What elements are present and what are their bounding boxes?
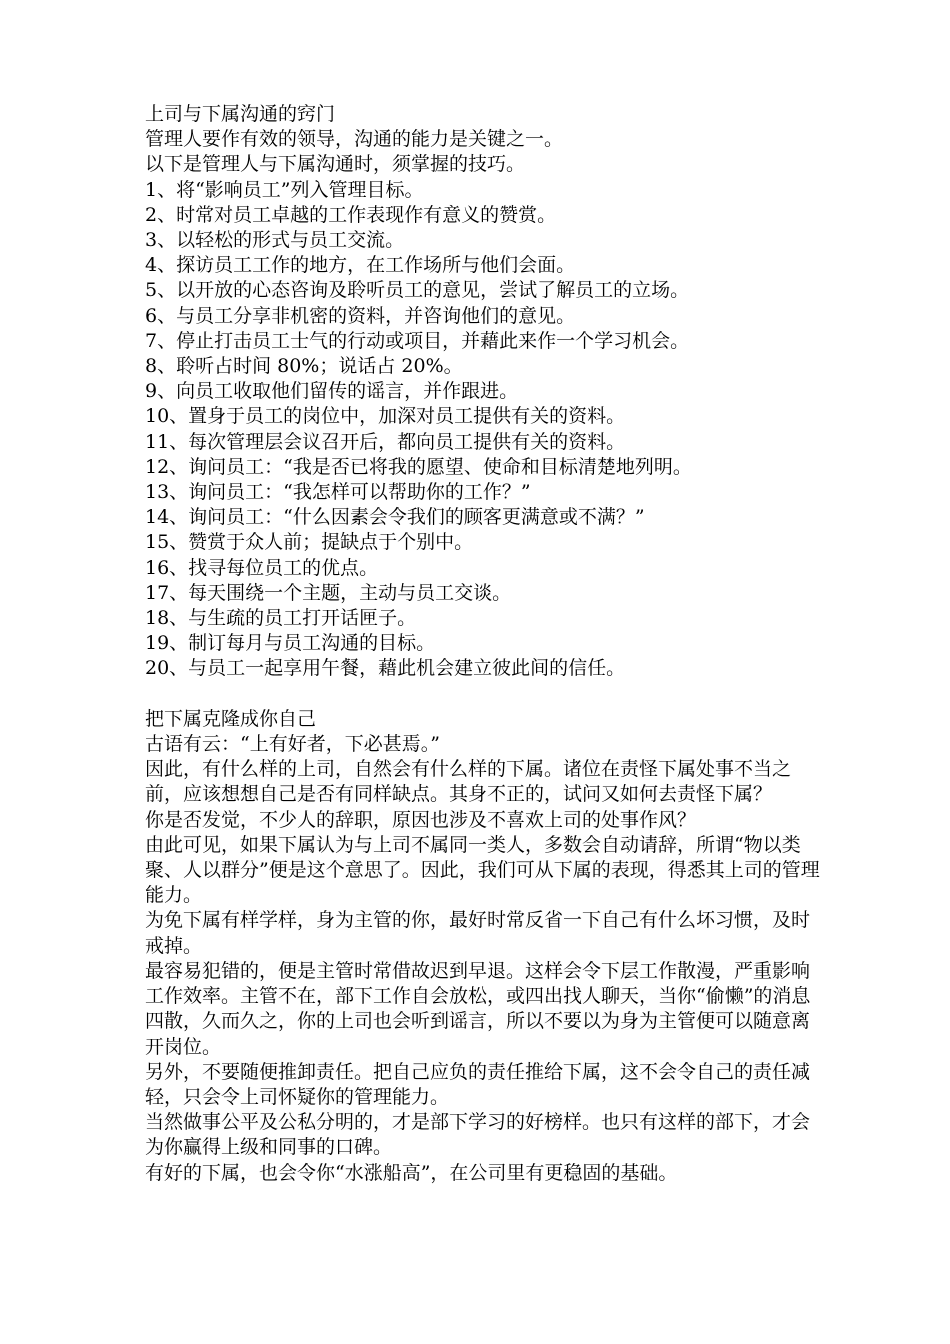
body-paragraph: 你是否发觉，不少人的辞职，原因也涉及不喜欢上司的处事作风？ xyxy=(145,808,697,831)
intro-paragraph: 管理人要作有效的领导，沟通的能力是关键之一。 xyxy=(145,128,564,151)
list-item: 8、聆听占时间 80%；说话占 20%。 xyxy=(145,355,463,378)
section-title-clone: 把下属克隆成你自己 xyxy=(145,707,317,730)
tips-list xyxy=(145,178,827,682)
body-paragraph: 因此，有什么样的上司，自然会有什么样的下属。诸位在责怪下属处事不当之前，应该想想自己是否有同样缺点。其身不正的，试问又如何去责怪下属？ xyxy=(145,758,792,806)
document-page xyxy=(145,102,827,1186)
list-item: 3、以轻松的形式与员工交流。 xyxy=(145,229,405,252)
intro-paragraph: 以下是管理人与下属沟通时，须掌握的技巧。 xyxy=(145,153,526,176)
list-item: 13、询问员工：“我怎样可以帮助你的工作？” xyxy=(145,481,531,504)
list-item: 17、每天围绕一个主题，主动与员工交谈。 xyxy=(145,581,512,604)
list-item: 1、将“影响员工”列入管理目标。 xyxy=(145,178,424,201)
list-item: 4、探访员工工作的地方，在工作场所与他们会面。 xyxy=(145,254,576,277)
list-item: 9、向员工收取他们留传的谣言，并作跟进。 xyxy=(145,380,519,403)
body-paragraph: 古语有云：“上有好者，下必甚焉。” xyxy=(145,733,440,756)
list-item: 12、询问员工：“我是否已将我的愿望、使命和目标清楚地列明。 xyxy=(145,455,692,478)
list-item: 6、与员工分享非机密的资料，并咨询他们的意见。 xyxy=(145,304,576,327)
body-paragraph: 为免下属有样学样，身为主管的你，最好时常反省一下自己有什么坏习惯，及时戒掉。 xyxy=(145,909,811,957)
list-item: 15、赞赏于众人前；提缺点于个别中。 xyxy=(145,531,474,554)
body-paragraph: 另外，不要随便推卸责任。把自己应负的责任推给下属，这不会令自己的责任减轻，只会令上司怀疑你的管理能力。 xyxy=(145,1060,811,1108)
list-item: 10、置身于员工的岗位中，加深对员工提供有关的资料。 xyxy=(145,405,626,428)
list-item: 18、与生疏的员工打开话匣子。 xyxy=(145,607,417,630)
body-paragraph: 最容易犯错的，便是主管时常借故迟到早退。这样会令下层工作散漫，严重影响工作效率。主管不在，部下工作自会放松，或四出找人聊天，当你“偷懒”的消息四散，久而久之，你的上司也会听到谣言，所以不要以为身为主管便可以随意离开岗位。 xyxy=(145,959,811,1058)
body-paragraph: 有好的下属，也会令你“水涨船高”，在公司里有更稳固的基础。 xyxy=(145,1161,678,1184)
list-item: 16、找寻每位员工的优点。 xyxy=(145,556,379,579)
list-item: 19、制订每月与员工沟通的目标。 xyxy=(145,632,436,655)
section-title-communication: 上司与下属沟通的窍门 xyxy=(145,103,336,125)
blank-line xyxy=(145,682,827,707)
body-paragraph: 当然做事公平及公私分明的，才是部下学习的好榜样。也只有这样的部下，才会为你赢得上级和同事的口碑。 xyxy=(145,1111,811,1159)
list-item: 2、时常对员工卓越的工作表现作有意义的赞赏。 xyxy=(145,203,557,226)
body-paragraph: 由此可见，如果下属认为与上司不属同一类人，多数会自动请辞，所谓“物以类聚、人以群分”便是这个意思了。因此，我们可从下属的表现，得悉其上司的管理能力。 xyxy=(145,833,820,907)
list-item: 5、以开放的心态咨询及聆听员工的意见，尝试了解员工的立场。 xyxy=(145,279,690,302)
list-item: 14、询问员工：“什么因素会令我们的顾客更满意或不满？” xyxy=(145,506,645,529)
list-item: 11、每次管理层会议召开后，都向员工提供有关的资料。 xyxy=(145,430,626,453)
list-item: 7、停止打击员工士气的行动或项目，并藉此来作一个学习机会。 xyxy=(145,329,690,352)
list-item: 20、与员工一起享用午餐，藉此机会建立彼此间的信任。 xyxy=(145,657,626,680)
